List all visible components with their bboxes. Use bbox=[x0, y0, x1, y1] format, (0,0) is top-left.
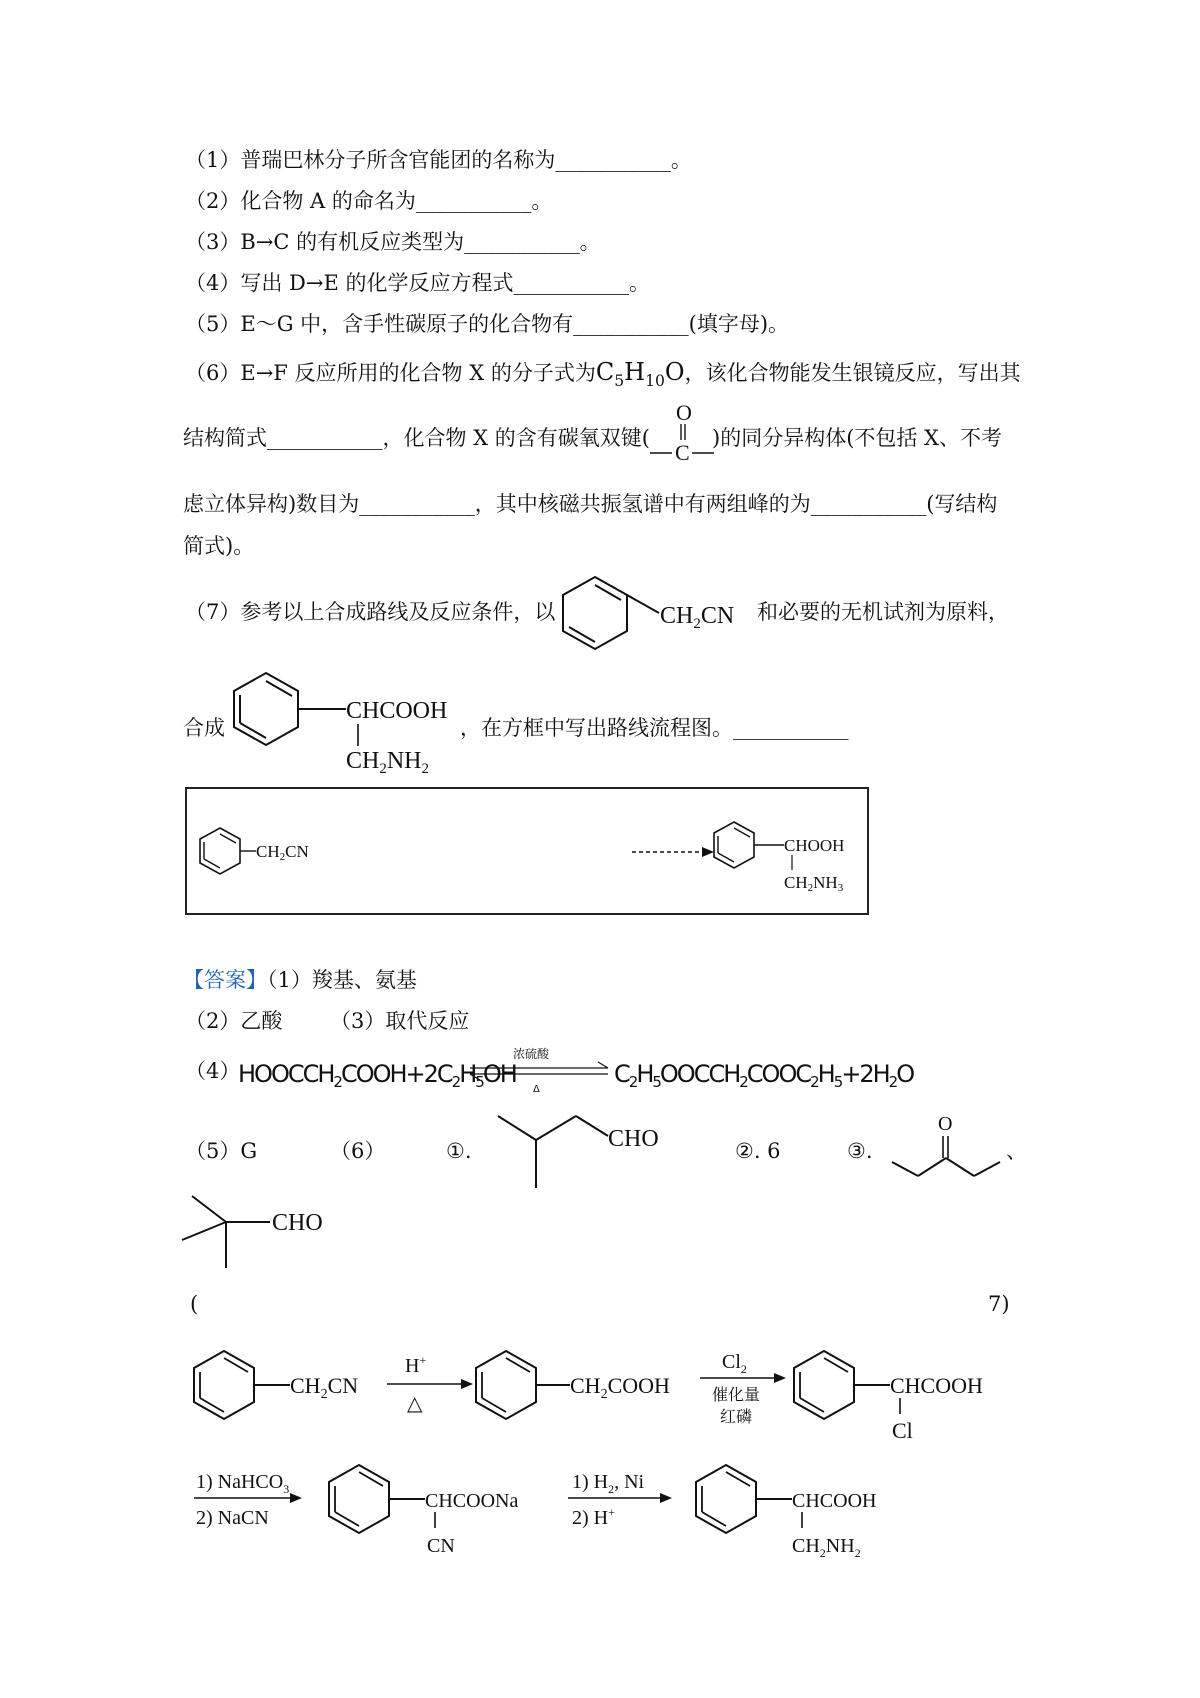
answer-1-text: （1）羧基、氨基 bbox=[267, 968, 417, 992]
question-6-line-2 bbox=[183, 424, 1002, 452]
question-6-line-3: 虑立体异构)数目为___________，其中核磁共振氢谱中有两组峰的为___________(写结构 bbox=[183, 492, 998, 516]
question-7-line-2: 合成 bbox=[183, 716, 225, 740]
route-step-4-cyano-salt bbox=[325, 1460, 545, 1570]
target-amino-acid-structure bbox=[228, 668, 478, 778]
question-3: （3）B→C 的有机反应类型为___________。 bbox=[185, 230, 601, 254]
svg-text:CH2NH2: $CH_2NH_2$ bbox=[792, 1535, 861, 1560]
svg-text:催化量: 催化量 bbox=[712, 1385, 761, 1404]
answer-6-part-3-label: ③. bbox=[847, 1139, 873, 1163]
question-7-line-2-tail: ，在方框中写出路线流程图。___________ bbox=[460, 716, 849, 740]
3-methylbutanal-structure bbox=[490, 1112, 680, 1192]
answer-5: （5）G bbox=[185, 1139, 258, 1163]
svg-text:CN: CN bbox=[427, 1535, 455, 1557]
svg-text:C: C bbox=[675, 440, 690, 465]
question-4: （4）写出 D→E 的化学反应方程式___________。 bbox=[185, 271, 650, 295]
answer-6-part-2: ②. 6 bbox=[735, 1139, 781, 1163]
svg-text:O: O bbox=[676, 400, 692, 425]
svg-text:CH2NH3: CH2NH3 bbox=[784, 873, 844, 894]
q6-text-d: )的同分异构体(不包括 X、不考 bbox=[712, 426, 1003, 450]
svg-text:HOOCCH2COOH+2C2H5OH: $HOOCCH_2COOH+2C_2H_5OH$ bbox=[238, 1060, 516, 1091]
box-dashed-arrow bbox=[630, 844, 716, 860]
route-step-1-benzyl-cyanide bbox=[190, 1346, 370, 1426]
route-step-5-product bbox=[692, 1460, 912, 1570]
svg-text:Cl: Cl bbox=[892, 1418, 913, 1443]
box-end-structure bbox=[710, 818, 860, 900]
svg-text:C2H5OOCCH2COOC2H5+2H2O: $C_2H_5OOCCH_2COOC_2H_5+2H_2O$ bbox=[614, 1060, 914, 1091]
svg-text:Δ: Δ bbox=[533, 1084, 540, 1095]
svg-text:1) H2, Ni: 1) $H_2$, Ni bbox=[572, 1471, 645, 1496]
answer-2: （2）乙酸 bbox=[185, 1009, 283, 1033]
svg-text:2) H+: 2) H+ bbox=[572, 1505, 615, 1529]
q6-text-a: （6）E→F 反应所用的化合物 X 的分子式为 bbox=[185, 361, 596, 385]
answer-6-label: （6） bbox=[330, 1139, 386, 1163]
route-arrow-1 bbox=[385, 1352, 475, 1422]
question-2: （2）化合物 A 的命名为___________。 bbox=[185, 189, 553, 213]
benzyl-cyanide-structure bbox=[555, 572, 755, 652]
carbonyl-bond-structure bbox=[648, 398, 718, 470]
q6-formula: $C_5H_{10}O$ bbox=[595, 358, 685, 390]
question-6-line-4: 简式)。 bbox=[183, 534, 255, 558]
answer-tag: 【答案】 bbox=[183, 968, 267, 992]
box-start-structure bbox=[196, 824, 346, 884]
svg-text:H+: H+ bbox=[405, 1353, 427, 1377]
2-2-dimethylpropanal-structure bbox=[182, 1192, 342, 1272]
answer-1 bbox=[183, 966, 417, 994]
answer-4-label: （4） bbox=[185, 1059, 241, 1083]
svg-text:1) NaHCO3: 1) NaHCO$_3$ bbox=[196, 1471, 290, 1496]
svg-text:CHO: CHO bbox=[272, 1210, 323, 1236]
svg-text:CHCOOH: CHCOOH bbox=[792, 1490, 877, 1512]
answer-6-part-1-label: ①. bbox=[446, 1139, 472, 1163]
3-pentanone-structure bbox=[888, 1110, 1008, 1190]
answer-6-separator: 、 bbox=[1006, 1139, 1027, 1163]
svg-text:红磷: 红磷 bbox=[720, 1407, 753, 1426]
svg-text:CH2CN: $CH_2CN$ bbox=[660, 603, 735, 632]
answer-7-number: 7) bbox=[988, 1292, 1010, 1316]
svg-text:CHOOH: CHOOH bbox=[784, 836, 845, 855]
svg-text:CHCOOH: CHCOOH bbox=[890, 1373, 983, 1398]
answer-7-open: ( bbox=[190, 1292, 199, 1316]
route-arrow-4 bbox=[566, 1468, 676, 1540]
svg-text:O: O bbox=[938, 1113, 953, 1135]
route-arrow-2 bbox=[698, 1344, 788, 1428]
svg-text:Cl2: $Cl_2$ bbox=[722, 1351, 747, 1376]
svg-text:CH2COOH: $CH_2COOH$ bbox=[570, 1373, 670, 1402]
svg-text:浓硫酸: 浓硫酸 bbox=[513, 1047, 550, 1061]
route-step-2-phenylacetic-acid bbox=[472, 1346, 692, 1426]
question-1: （1）普瑞巴林分子所含官能团的名称为___________。 bbox=[185, 148, 692, 172]
question-5: （5）E～G 中，含手性碳原子的化合物有___________(填字母)。 bbox=[185, 312, 790, 336]
question-7-line-1: （7）参考以上合成路线及反应条件，以 bbox=[185, 600, 556, 624]
q6-text-b: ，该化合物能发生银镜反应，写出其 bbox=[684, 361, 1021, 385]
svg-text:CH2CN: $CH_2CN$ bbox=[290, 1373, 359, 1402]
svg-text:CHCOOH: CHCOOH bbox=[346, 698, 448, 724]
question-6-line-1 bbox=[185, 358, 1021, 395]
svg-text:2) NaCN: 2) NaCN bbox=[196, 1507, 269, 1529]
answer-4-equation bbox=[238, 1040, 914, 1100]
question-7-line-1-tail: 和必要的无机试剂为原料， bbox=[757, 600, 1009, 624]
svg-text:CHO: CHO bbox=[608, 1126, 659, 1152]
route-arrow-3 bbox=[192, 1468, 307, 1540]
svg-text:CH2CN: CH2CN bbox=[256, 842, 309, 863]
svg-text:CHCOONa: CHCOONa bbox=[425, 1490, 519, 1512]
svg-text:CH2NH2: $CH_2NH_2$ bbox=[346, 748, 430, 777]
svg-text:△: △ bbox=[407, 1393, 423, 1415]
answer-3: （3）取代反应 bbox=[330, 1009, 470, 1033]
route-step-3-chloro-acid bbox=[790, 1346, 1010, 1456]
q6-text-c: 结构简式___________，化合物 X 的含有碳氧双键( bbox=[183, 426, 650, 450]
